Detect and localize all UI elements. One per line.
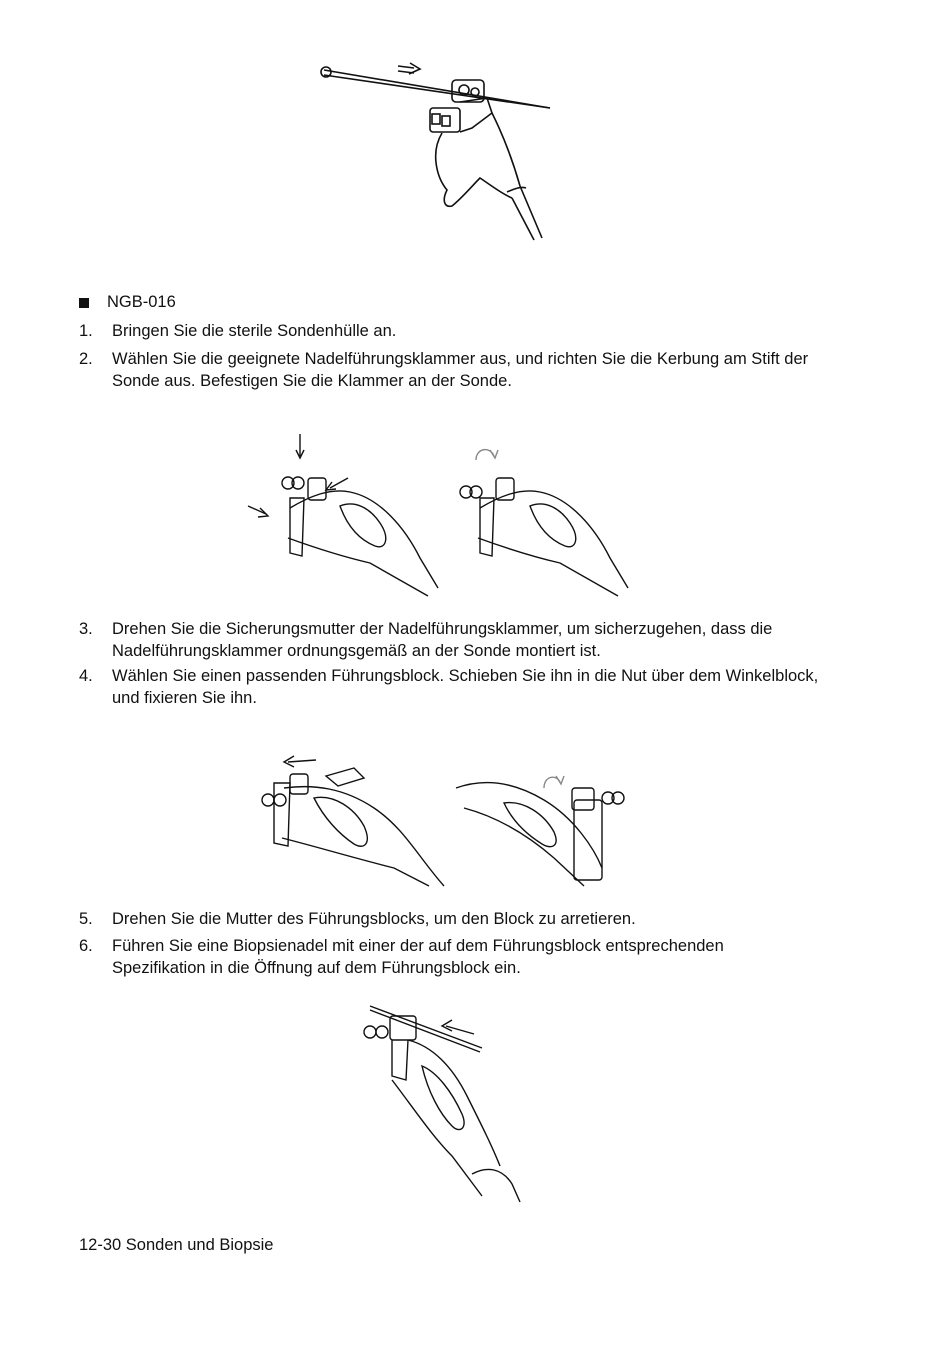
figure-needle-in-guide [352, 996, 538, 1204]
list-item [79, 320, 819, 342]
list-item-text: Führen Sie eine Biopsienadel mit einer der auf dem Führungsblock entsprechenden Spezifikation in die Öffnung auf dem Führungsblock ein. [112, 937, 724, 977]
list-item-text: Wählen Sie die geeignete Nadelführungsklammer aus, und richten Sie die Kerbung am Stift der Sonde aus. Befestigen Sie die Klammer an der Sonde. [112, 350, 809, 390]
section-heading [79, 293, 176, 312]
list-item-number: 3. [79, 620, 93, 638]
illustration-clamp-mount [240, 428, 640, 600]
list-item-number: 1. [79, 322, 93, 340]
page-footer: 12-30 Sonden und Biopsie [79, 1236, 274, 1254]
figure-needle-insertion-hand [312, 58, 572, 243]
list-item-text: Wählen Sie einen passenden Führungsblock. Schieben Sie ihn in die Nut über dem Winkelblock, und fixieren Sie ihn. [112, 667, 819, 707]
illustration-hand-needle [312, 58, 572, 243]
illustration-needle-guide [352, 996, 538, 1204]
list-item-number: 5. [79, 910, 93, 928]
list-item [79, 665, 819, 709]
list-item-text: Drehen Sie die Sicherungsmutter der Nadelführungsklammer, um sicherzugehen, dass die Nadelführungsklammer ordnungsgemäß an der Sonde montiert ist. [112, 620, 773, 660]
list-item [79, 618, 819, 662]
list-item [79, 348, 819, 392]
section-heading-text: NGB-016 [107, 293, 176, 311]
list-item-number: 6. [79, 937, 93, 955]
list-item-number: 4. [79, 667, 93, 685]
list-item [79, 935, 819, 979]
figure-clamp-attach [240, 428, 640, 600]
list-item-text: Bringen Sie die sterile Sondenhülle an. [112, 322, 397, 340]
list-item [79, 908, 819, 930]
list-item-number: 2. [79, 350, 93, 368]
illustration-guide-block [254, 748, 634, 888]
square-bullet-icon [79, 298, 89, 308]
figure-guide-block [254, 748, 634, 888]
list-item-text: Drehen Sie die Mutter des Führungsblocks, um den Block zu arretieren. [112, 910, 636, 928]
